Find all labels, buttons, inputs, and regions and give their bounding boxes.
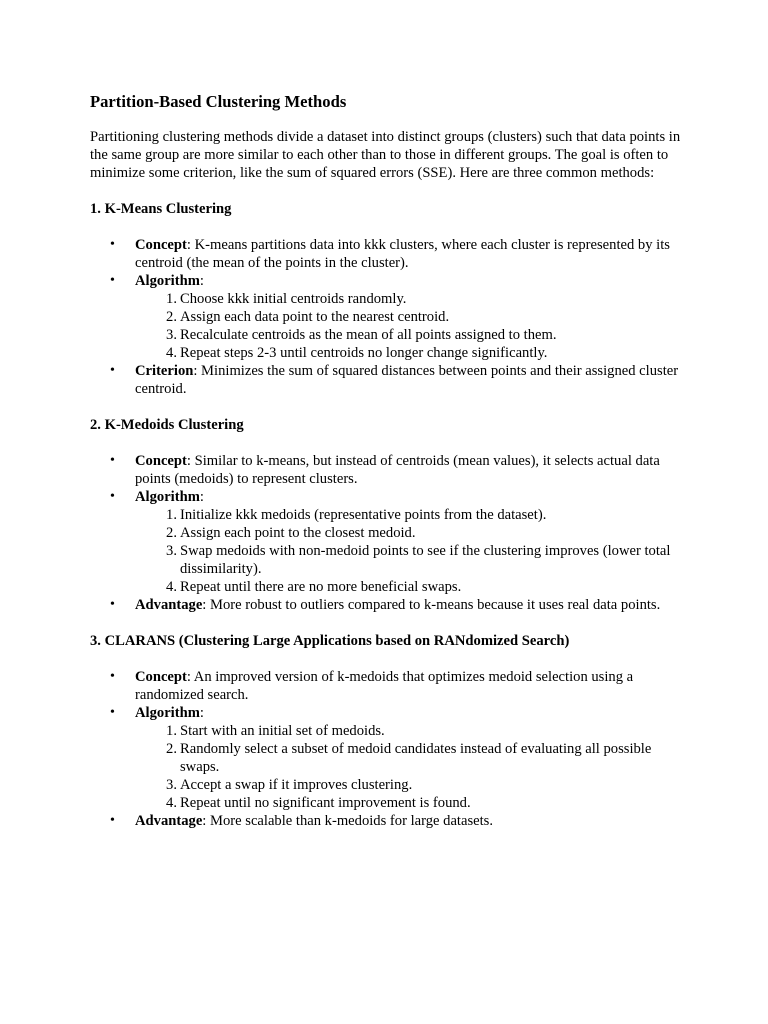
algorithm-label: Algorithm bbox=[135, 705, 200, 721]
advantage-label: Advantage bbox=[135, 597, 203, 613]
bullet-criterion bbox=[90, 362, 690, 398]
step-text: Randomly select a subset of medoid candidates instead of evaluating all possible swaps. bbox=[180, 741, 652, 775]
step-text: Repeat until there are no more beneficial swaps. bbox=[180, 579, 462, 595]
concept-text: : Similar to k-means, but instead of centroids (mean values), it selects actual data points (medoids) to represent clusters. bbox=[135, 453, 660, 487]
step-text: Recalculate centroids as the mean of all points assigned to them. bbox=[180, 327, 557, 343]
concept-label: Concept bbox=[135, 237, 187, 253]
bullet-concept bbox=[90, 452, 690, 488]
step-item bbox=[135, 326, 690, 344]
document-title: Partition-Based Clustering Methods bbox=[90, 92, 347, 111]
algorithm-suffix: : bbox=[199, 273, 204, 289]
step-number: 4. bbox=[166, 345, 177, 361]
bullet-algorithm bbox=[90, 704, 690, 812]
step-number: 3. bbox=[166, 327, 177, 343]
step-number: 4. bbox=[166, 579, 177, 595]
bullet-concept bbox=[90, 236, 690, 272]
bullet-list bbox=[90, 452, 690, 614]
section-heading: 1. K-Means Clustering bbox=[90, 201, 232, 217]
step-text: Swap medoids with non-medoid points to see if the clustering improves (lower total dissimilarity). bbox=[180, 543, 671, 577]
step-number: 2. bbox=[166, 741, 177, 757]
step-number: 1. bbox=[166, 507, 177, 523]
step-item bbox=[135, 542, 690, 578]
step-number: 3. bbox=[166, 543, 177, 559]
section-k-means bbox=[90, 200, 690, 398]
step-item bbox=[135, 722, 690, 740]
bullet-algorithm bbox=[90, 272, 690, 362]
bullet-list bbox=[90, 668, 690, 830]
concept-label: Concept bbox=[135, 669, 187, 685]
step-item bbox=[135, 740, 690, 776]
advantage-label: Advantage bbox=[135, 813, 203, 829]
document-page bbox=[90, 92, 690, 848]
bullet-concept bbox=[90, 668, 690, 704]
concept-label: Concept bbox=[135, 453, 187, 469]
step-number: 1. bbox=[166, 291, 177, 307]
advantage-text: : More scalable than k-medoids for large datasets. bbox=[202, 813, 493, 829]
criterion-text: : Minimizes the sum of squared distances between points and their assigned cluster centroid. bbox=[135, 363, 679, 397]
step-text: Accept a swap if it improves clustering. bbox=[180, 777, 413, 793]
algorithm-steps bbox=[135, 722, 690, 812]
step-number: 3. bbox=[166, 777, 177, 793]
bullet-list bbox=[90, 236, 690, 398]
step-item bbox=[135, 578, 690, 596]
step-text: Assign each point to the closest medoid. bbox=[180, 525, 416, 541]
step-item bbox=[135, 794, 690, 812]
algorithm-label: Algorithm bbox=[135, 489, 200, 505]
step-text: Repeat steps 2-3 until centroids no longer change significantly. bbox=[180, 345, 548, 361]
step-number: 1. bbox=[166, 723, 177, 739]
step-item bbox=[135, 308, 690, 326]
concept-text: : K-means partitions data into kkk clusters, where each cluster is represented by its centroid (the mean of the points in the cluster). bbox=[135, 237, 670, 271]
step-number: 2. bbox=[166, 309, 177, 325]
step-number: 2. bbox=[166, 525, 177, 541]
algorithm-label: Algorithm bbox=[135, 273, 200, 289]
algorithm-suffix: : bbox=[199, 489, 204, 505]
section-heading: 3. CLARANS (Clustering Large Applications based on RANdomized Search) bbox=[90, 633, 570, 649]
algorithm-steps bbox=[135, 290, 690, 362]
intro-paragraph: Partitioning clustering methods divide a dataset into distinct groups (clusters) such that data points in the same group are more similar to each other than to those in different groups. The goal is often to minimize some criterion, like the sum of squared errors (SSE). Here are three common methods: bbox=[90, 129, 681, 181]
step-text: Choose kkk initial centroids randomly. bbox=[180, 291, 407, 307]
concept-text: : An improved version of k-medoids that optimizes medoid selection using a randomized search. bbox=[135, 669, 634, 703]
step-number: 4. bbox=[166, 795, 177, 811]
bullet-advantage bbox=[90, 596, 690, 614]
step-text: Start with an initial set of medoids. bbox=[180, 723, 385, 739]
step-text: Repeat until no significant improvement is found. bbox=[180, 795, 471, 811]
algorithm-steps bbox=[135, 506, 690, 596]
algorithm-suffix: : bbox=[199, 705, 204, 721]
step-text: Assign each data point to the nearest centroid. bbox=[180, 309, 450, 325]
section-clarans bbox=[90, 632, 690, 830]
step-item bbox=[135, 506, 690, 524]
bullet-advantage bbox=[90, 812, 690, 830]
criterion-label: Criterion bbox=[135, 363, 194, 379]
step-item bbox=[135, 524, 690, 542]
step-item bbox=[135, 290, 690, 308]
section-k-medoids bbox=[90, 416, 690, 614]
section-heading: 2. K-Medoids Clustering bbox=[90, 417, 244, 433]
step-item bbox=[135, 344, 690, 362]
step-text: Initialize kkk medoids (representative points from the dataset). bbox=[180, 507, 547, 523]
step-item bbox=[135, 776, 690, 794]
bullet-algorithm bbox=[90, 488, 690, 596]
advantage-text: : More robust to outliers compared to k-means because it uses real data points. bbox=[202, 597, 661, 613]
